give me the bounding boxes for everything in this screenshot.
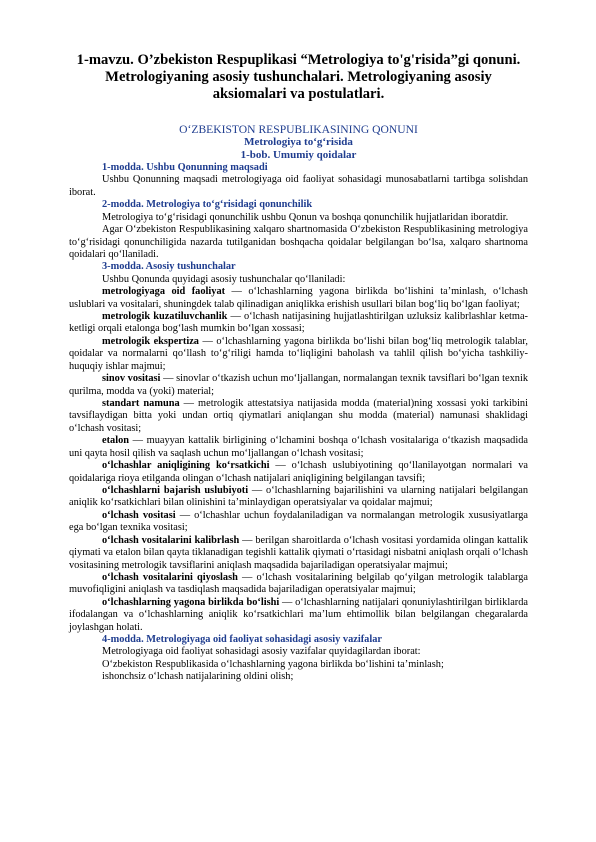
chapter-heading: 1-bob. Umumiy qoidalar (240, 149, 357, 161)
definition-term: etalon (102, 435, 130, 447)
definition-item (69, 597, 528, 634)
definition-term: metrologiyaga oid faoliyat (102, 286, 226, 298)
definition-term: metrologik kuzatiluvchanlik (102, 311, 228, 323)
law-name: Metrologiya to‘g‘risida (244, 136, 353, 148)
definition-item (69, 435, 528, 460)
definition-item (69, 510, 528, 535)
definition-text: — o‘lchashlarning yagona birlikda bo‘lishi bilan bog‘liq metrologik talablar, qoidalar va normalarni qo‘llash to‘g‘riligi hamda to‘liqligini baholash va tahlil qilish bo‘yicha tashkiliy-huquqiy ishlar majmui; (69, 335, 528, 372)
article-4-heading: 4-modda. Metrologiyaga oid faoliyat sohasidagi asosiy vazifalar (102, 634, 382, 646)
definition-item (69, 485, 528, 510)
article-2-paragraph-1: Metrologiya to‘g‘risidagi qonunchilik ushbu Qonun va boshqa qonunchilik hujjatlaridan iboratdir. (102, 211, 509, 223)
page-title: 1-mavzu. O’zbekiston Respuplikasi “Metrologiya to'g'risida”gi qonuni. Metrologiyaning asosiy tushunchalari. Metrologiyaning asosiy aksiomalari va postulatlari. (76, 52, 521, 102)
law-body (69, 162, 528, 684)
definition-text: — o‘lchashlarning natijalari qonuniylashtirilgan birliklarda ifodalangan va o‘lchashlarning aniqlik ko‘rsatkichlari ma’lum ehtimollik bilan belgilangan chegaralarda joylashgan holati. (69, 596, 528, 633)
article-1-heading: 1-modda. Ushbu Qonunning maqsadi (102, 162, 268, 173)
definition-term: standart namuna (102, 398, 180, 410)
definition-term: metrologik ekspertiza (102, 335, 199, 347)
definition-term: o‘lchash vositalarini qiyoslash (102, 571, 238, 583)
definition-item (69, 572, 528, 597)
definition-text: — berilgan sharoitlarda o‘lchash vositasi yordamida olingan kattalik qiymati va etalon bilan qayta tiklanadigan tegishli kattalik qiymati o‘rtasidagi nisbatni aniqlash orqali o‘lchash vositasining metrologik tavsiflarini aniqlash maqsadida bajariladigan operatsiyalar majmui; (69, 534, 528, 571)
article-3-heading: 3-modda. Asosiy tushunchalar (102, 261, 236, 273)
definition-term: o‘lchashlarning yagona birlikda bo‘lishi (102, 596, 280, 608)
definition-item (69, 373, 528, 398)
article-4-paragraph-3: ishonchsiz o‘lchash natijalarining oldini olish; (102, 671, 294, 683)
definition-item (69, 311, 528, 336)
article-4-paragraph-2: O‘zbekiston Respublikasida o‘lchashlarning yagona birlikda bo‘lishini ta’minlash; (102, 658, 444, 670)
article-2-paragraph-2: Agar O‘zbekiston Respublikasining xalqaro shartnomasida O‘zbekiston Respublikasining metrologiya to‘g‘risidagi qonunchiligida nazarda tutilganidan boshqacha qoidalar belgilangan bo‘lsa, xalqaro shartnoma qoidalari qo‘llaniladi. (69, 224, 528, 260)
definition-term: o‘lchash vositalarini kalibrlash (102, 534, 240, 546)
article-1-paragraph: Ushbu Qonunning maqsadi metrologiyaga oid faoliyat sohasidagi munosabatlarni tartibga solishdan iborat. (69, 174, 528, 198)
definition-text: — o‘lchash natijasining hujjatlashtirilgan uzluksiz kalibrlashlar ketma-ketligi orqali etalonga bog‘lash mumkin bo‘lgan xossasi; (69, 311, 529, 335)
definition-term: o‘lchashlar aniqligining ko‘rsatkichi (102, 460, 270, 472)
definition-text: — muayyan kattalik birligining o‘lchamini boshqa o‘lchash vositalariga o‘tkazish maqsadida uni qayta hosil qilish va saqlash uchun mo‘ljallangan o‘lchash vositasi; (69, 435, 528, 459)
definition-text: — o‘lchashlar uchun foydalaniladigan va normalangan metrologik xususiyatlarga ega bo‘lgan texnika vositasi; (69, 509, 528, 534)
definition-text: — sinovlar o‘tkazish uchun mo‘ljallangan, normalangan texnik tavsiflari bo‘lgan texnik qurilma, modda va (yoki) material; (69, 373, 528, 397)
definition-item (69, 535, 528, 572)
definition-text: — metrologik attestatsiya natijasida modda (material)ning xossasi yoki tarkibini tavsiflaydigan bitta yoki undan ortiq qiymatlari aniqlangan shu modda (material) namunasi shaklidagi o‘lchash vositasi; (69, 398, 528, 434)
definition-item (69, 460, 528, 485)
definition-term: o‘lchash vositasi (102, 509, 176, 521)
definition-text: — o‘lchashlarning yagona birlikda bo‘lishini ta’minlash, o‘lchash uslublari va vositalari, shuningdek talab qilinadigan aniqlikka erishish usullari bilan bog‘liq bo‘lgan faoliyat; (69, 286, 528, 310)
definition-text: — o‘lchash uslubiyotining qo‘llanilayotgan normalari va qoidalariga rioya etilganda olingan o‘lchash natijalari aniqligining belgilangan tavsifi; (69, 460, 528, 484)
article-2-heading: 2-modda. Metrologiya to‘g‘risidagi qonunchilik (102, 199, 313, 211)
definition-term: sinov vositasi (102, 373, 161, 385)
article-4-paragraph-1: Metrologiyaga oid faoliyat sohasidagi asosiy vazifalar quyidagilardan iborat: (102, 646, 421, 658)
article-3-intro: Ushbu Qonunda quyidagi asosiy tushunchalar qo‘llaniladi: (102, 273, 346, 285)
definition-term: o‘lchashlarni bajarish uslubiyoti (102, 484, 249, 496)
law-heading: O‘ZBEKISTON RESPUBLIKASINING QONUNI (179, 123, 418, 136)
definition-item (69, 286, 528, 311)
definition-item (69, 336, 528, 373)
definition-item (69, 398, 528, 435)
definition-text: — o‘lchashlarning bajarilishini va ularning natijalari belgilangan aniqlik ko‘rsatkichlari bilan olinishini ta’minlaydigan operatsiyalar va qoidalar majmui; (69, 484, 528, 509)
definition-text: — o‘lchash vositalarining belgilab qo‘yilgan metrologik talablarga muvofiqligini aniqlash va tasdiqlash maqsadida bajariladigan operatsiyalar majmui; (69, 571, 528, 596)
